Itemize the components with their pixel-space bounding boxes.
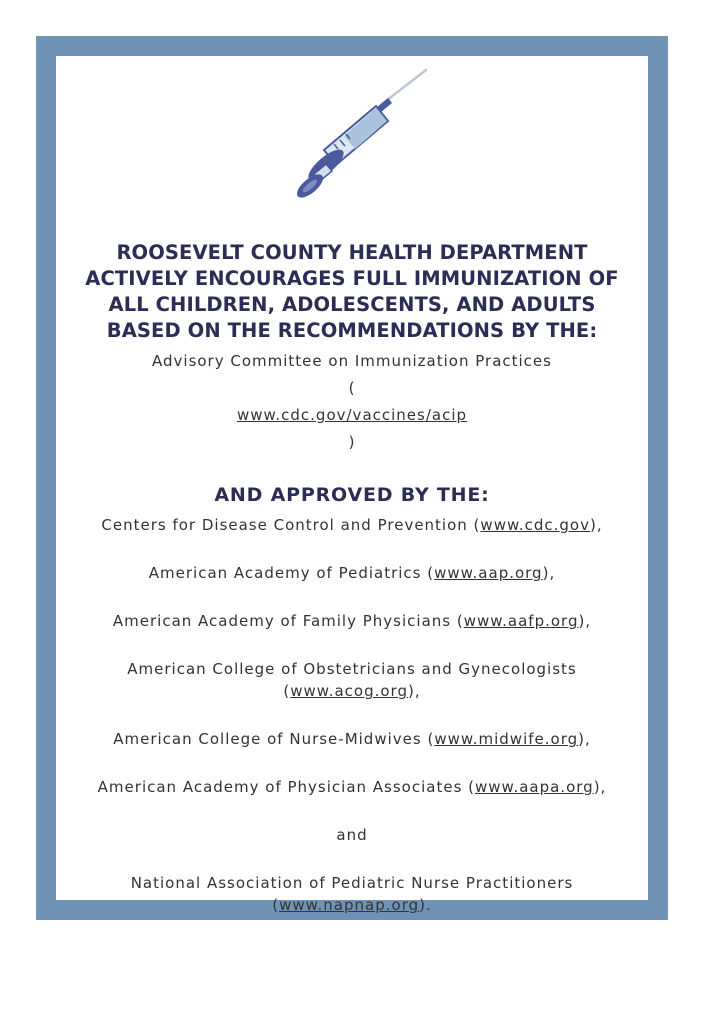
org-cdc: [56, 514, 648, 536]
org-name: American College of Nurse-Midwives (: [113, 730, 435, 748]
headline-line: ACTIVELY ENCOURAGES FULL IMMUNIZATION OF: [85, 267, 619, 290]
headline-line: ROOSEVELT COUNTY HEALTH DEPARTMENT: [116, 241, 588, 264]
acip-link[interactable]: www.cdc.gov/vaccines/acip: [236, 406, 468, 424]
org-midwife: [56, 728, 648, 750]
headline-line: BASED ON THE RECOMMENDATIONS BY THE:: [106, 319, 598, 342]
paren-open: (: [348, 379, 356, 397]
org-aapa: [56, 776, 648, 798]
org-link-cdc[interactable]: www.cdc.gov: [480, 516, 590, 534]
org-aafp: [56, 610, 648, 632]
conjunction-and: [56, 824, 648, 846]
org-name: American Academy of Physician Associates (: [97, 778, 476, 796]
acip-name: Advisory Committee on Immunization Practices: [152, 352, 552, 370]
org-tail: ),: [578, 730, 591, 748]
org-link-aafp[interactable]: www.aafp.org: [463, 612, 579, 630]
paren-open: (: [283, 682, 291, 700]
org-link-acog[interactable]: www.acog.org: [290, 682, 408, 700]
org-name: American Academy of Family Physicians (: [112, 612, 464, 630]
paren-open: (: [272, 896, 280, 914]
acip-block: [56, 348, 648, 456]
org-aap: [56, 562, 648, 584]
acip-link-line: [56, 375, 648, 456]
org-link-midwife[interactable]: www.midwife.org: [434, 730, 579, 748]
paren-close: ): [348, 433, 356, 451]
org-tail: ),: [407, 682, 421, 700]
org-tail: ),: [578, 612, 592, 630]
org-tail: ).: [419, 896, 432, 914]
flyer-content: [56, 56, 648, 914]
page-border: [36, 36, 668, 920]
approved-heading: AND APPROVED BY THE:: [214, 484, 490, 506]
syringe-icon: [284, 64, 434, 214]
headline: [56, 240, 648, 344]
org-link-aap[interactable]: www.aap.org: [434, 564, 543, 582]
org-acog: [56, 658, 648, 702]
flyer-text: [56, 240, 648, 942]
org-napnap: [56, 872, 648, 916]
org-list: [56, 514, 648, 916]
org-link-napnap[interactable]: www.napnap.org: [279, 896, 420, 914]
org-link-aapa[interactable]: www.aapa.org: [475, 778, 594, 796]
org-name: Centers for Disease Control and Prevention (: [101, 516, 481, 534]
org-tail: ),: [542, 564, 556, 582]
org-name: American Academy of Pediatrics (: [148, 564, 435, 582]
headline-line: ALL CHILDREN, ADOLESCENTS, AND ADULTS: [108, 293, 596, 316]
org-name: American College of Obstetricians and Gynecologists: [127, 660, 577, 678]
org-tail: ),: [593, 778, 607, 796]
and-text: and: [336, 826, 368, 844]
org-tail: ),: [589, 516, 603, 534]
org-name: National Association of Pediatric Nurse Practitioners: [130, 874, 574, 892]
